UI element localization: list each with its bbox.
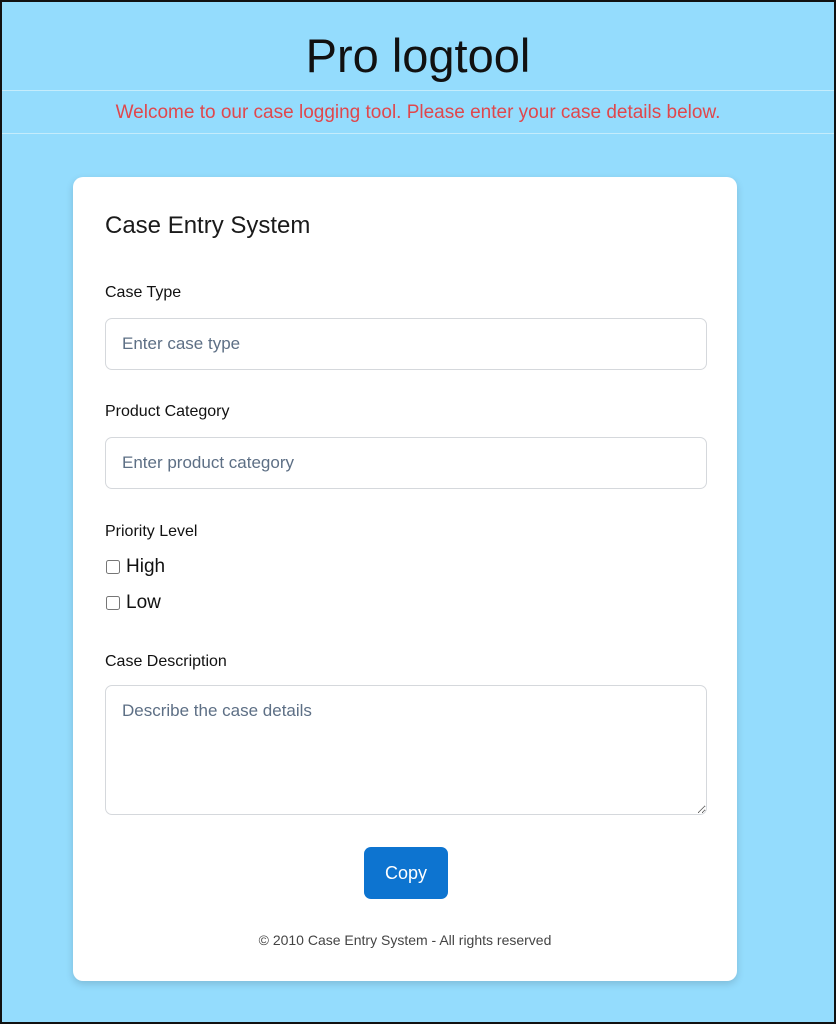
case-type-label: Case Type [105, 284, 182, 301]
case-type-input[interactable] [105, 318, 707, 370]
case-description-textarea[interactable] [105, 685, 707, 815]
case-entry-card [73, 177, 737, 981]
app-title: Pro logtool [305, 29, 531, 82]
priority-low-label[interactable]: Low [126, 592, 161, 613]
priority-high-checkbox[interactable] [106, 560, 120, 574]
copy-button[interactable]: Copy [364, 847, 448, 899]
priority-option-low[interactable] [105, 591, 161, 615]
header-divider-top [2, 90, 834, 91]
priority-low-checkbox[interactable] [106, 596, 120, 610]
form-title: Case Entry System [105, 212, 311, 239]
product-category-label: Product Category [105, 403, 230, 420]
priority-level-label: Priority Level [105, 523, 198, 540]
product-category-input[interactable] [105, 437, 707, 489]
header-divider-bottom [2, 133, 834, 134]
welcome-message: Welcome to our case logging tool. Please enter your case details below. [115, 102, 721, 123]
priority-high-label[interactable]: High [126, 556, 166, 577]
case-description-label: Case Description [105, 653, 227, 670]
priority-option-high[interactable] [105, 555, 165, 579]
footer-copyright: © 2010 Case Entry System - All rights reserved [258, 932, 552, 948]
